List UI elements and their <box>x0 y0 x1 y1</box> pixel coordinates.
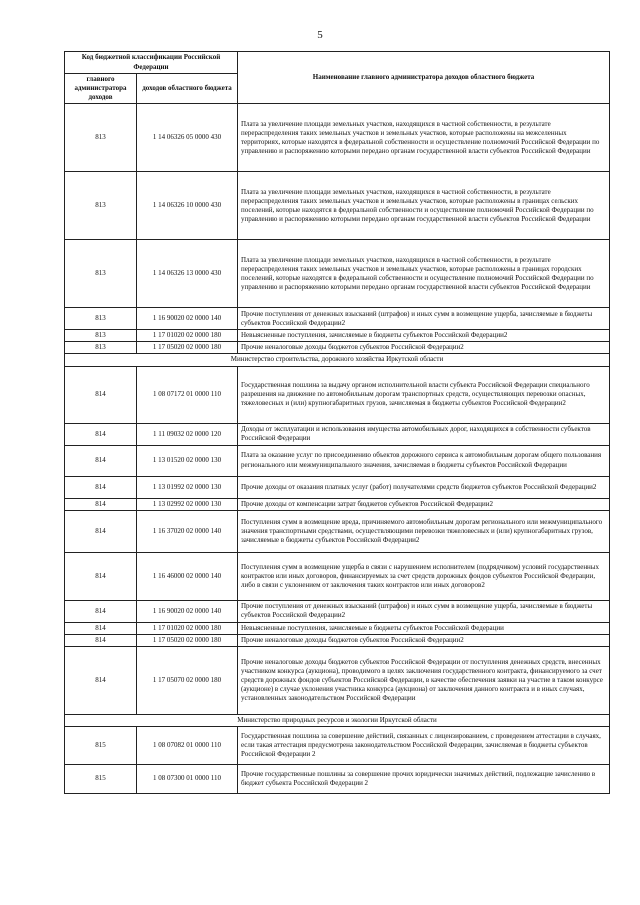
page-number: 5 <box>317 29 323 41</box>
revenue-name-cell: Прочие неналоговые доходы бюджетов субъектов Российской Федерации от поступления денежных средств, внесенных участником конкурса (аукциона), проводимого в целях заключения государственного контракта, финансируемого за счет средств дорожных фондов субъектов Российской Федерации, в качестве обеспечения заявки на участие в таком конкурсе (аукционе) в случае уклонения участника конкурса (аукциона) от заключения данного контракта и в иных случаях, установленных законодательством Российской Федерации <box>238 646 610 714</box>
budget-code-cell: 1 08 07172 01 0000 110 <box>137 366 238 423</box>
admin-code-cell: 814 <box>65 552 137 600</box>
budget-code-cell: 1 14 06326 10 0000 430 <box>137 172 238 240</box>
revenue-name-cell: Плата за увеличение площади земельных участков, находящихся в частной собственности, в результате перераспределения таких земельных участков и земельных участков, которые расположены в границах сельских поселений, которые находятся в федеральной собственности и осуществление полномочий Российской Федерации по управлению и распоряжению которыми передано органам государственной власти субъектов Российской Федерации <box>238 172 610 240</box>
revenue-name-cell: Прочие неналоговые доходы бюджетов субъектов Российской Федерации2 <box>238 634 610 646</box>
revenue-name-cell: Плата за увеличение площади земельных участков, находящихся в частной собственности, в результате перераспределения таких земельных участков и земельных участков, которые расположены в границах городских поселений, которые находятся в федеральной собственности и осуществление полномочий Российской Федерации по управлению и распоряжению которыми передано органам государственной власти субъектов Российской Федерации <box>238 240 610 308</box>
table-row <box>65 366 610 423</box>
admin-code-cell: 814 <box>65 423 137 445</box>
revenue-name-cell: Доходы от эксплуатации и использования имущества автомобильных дорог, находящихся в собственности субъектов Российской Федерации <box>238 423 610 445</box>
revenue-name-cell: Плата за оказание услуг по присоединению объектов дорожного сервиса к автомобильным дорогам общего пользования регионального или межмуниципального значения, зачисляемая в бюджеты субъектов Российской Федерации <box>238 445 610 476</box>
revenue-name-cell: Прочие государственные пошлины за совершение прочих юридически значимых действий, подлежащие зачислению в бюджет субъекта Российской Федерации 2 <box>238 764 610 793</box>
table-row <box>65 476 610 498</box>
header-row-group <box>65 52 610 74</box>
admin-code-cell: 813 <box>65 240 137 308</box>
admin-code-cell: 813 <box>65 342 137 354</box>
budget-code-cell: 1 13 01992 02 0000 130 <box>137 476 238 498</box>
table-row <box>65 634 610 646</box>
table-row <box>65 342 610 354</box>
revenue-name-cell: Плата за увеличение площади земельных участков, находящихся в частной собственности, в результате перераспределения таких земельных участков и земельных участков, которые расположены на межселенных территориях, которые находятся в федеральной собственности и осуществление полномочий Российской Федерации по управлению и распоряжению которыми передано органам государственной власти субъектов Российской Федерации <box>238 104 610 172</box>
table-body <box>65 104 610 794</box>
admin-code-cell: 814 <box>65 498 137 510</box>
revenue-name-cell: Государственная пошлина за выдачу органом исполнительной власти субъекта Российской Федерации специального разрешения на движение по автомобильным дорогам транспортных средств, осуществляющих перевозки опасных, тяжеловесных и (или) крупногабаритных грузов, зачисляемая в бюджеты субъектов Российской Федерации2 <box>238 366 610 423</box>
revenue-name-cell: Прочие поступления от денежных взысканий (штрафов) и иных сумм в возмещение ущерба, зачисляемые в бюджеты субъектов Российской Федерации2 <box>238 308 610 330</box>
table-row <box>65 622 610 634</box>
budget-code-cell: 1 17 05020 02 0000 180 <box>137 634 238 646</box>
table-row <box>65 510 610 552</box>
table-row <box>65 646 610 714</box>
section-title: Министерство природных ресурсов и экологии Иркутской области <box>65 714 610 726</box>
table-row <box>65 600 610 622</box>
header-code-cell: доходов областного бюджета <box>137 74 238 104</box>
table-row <box>65 308 610 330</box>
budget-revenue-table <box>64 51 610 794</box>
table-row <box>65 330 610 342</box>
revenue-name-cell: Невыясненные поступления, зачисляемые в бюджеты субъектов Российской Федерации2 <box>238 330 610 342</box>
admin-code-cell: 814 <box>65 476 137 498</box>
header-name-cell: Наименование главного администратора доходов областного бюджета <box>238 52 610 104</box>
table-row <box>65 172 610 240</box>
budget-code-cell: 1 11 09032 02 0000 120 <box>137 423 238 445</box>
admin-code-cell: 814 <box>65 622 137 634</box>
table-row <box>65 445 610 476</box>
revenue-name-cell: Невыясненные поступления, зачисляемые в бюджеты субъектов Российской Федерации <box>238 622 610 634</box>
revenue-name-cell: Поступления сумм в возмещение ущерба в связи с нарушением исполнителем (подрядчиком) условий государственных контрактов или иных договоров, финансируемых за счет средств дорожных фондов субъектов Российской Федерации, либо в связи с уклонением от заключения таких контрактов или иных договоров2 <box>238 552 610 600</box>
admin-code-cell: 814 <box>65 646 137 714</box>
budget-code-cell: 1 17 05020 02 0000 180 <box>137 342 238 354</box>
revenue-name-cell: Прочие доходы от компенсации затрат бюджетов субъектов Российской Федерации2 <box>238 498 610 510</box>
admin-code-cell: 814 <box>65 634 137 646</box>
admin-code-cell: 815 <box>65 726 137 764</box>
revenue-name-cell: Прочие доходы от оказания платных услуг (работ) получателями средств бюджетов субъектов Российской Федерации2 <box>238 476 610 498</box>
admin-code-cell: 814 <box>65 445 137 476</box>
budget-code-cell: 1 13 01520 02 0000 130 <box>137 445 238 476</box>
budget-code-cell: 1 16 90020 02 0000 140 <box>137 600 238 622</box>
budget-code-cell: 1 08 07300 01 0000 110 <box>137 764 238 793</box>
revenue-name-cell: Прочие поступления от денежных взысканий (штрафов) и иных сумм в возмещение ущерба, зачисляемые в бюджеты субъектов Российской Федерации2 <box>238 600 610 622</box>
budget-code-cell: 1 16 90020 02 0000 140 <box>137 308 238 330</box>
admin-code-cell: 814 <box>65 366 137 423</box>
budget-code-cell: 1 08 07082 01 0000 110 <box>137 726 238 764</box>
revenue-name-cell: Прочие неналоговые доходы бюджетов субъектов Российской Федерации2 <box>238 342 610 354</box>
budget-code-cell: 1 17 01020 02 0000 180 <box>137 622 238 634</box>
budget-code-cell: 1 13 02992 02 0000 130 <box>137 498 238 510</box>
section-row <box>65 354 610 366</box>
admin-code-cell: 814 <box>65 600 137 622</box>
table-row <box>65 423 610 445</box>
admin-code-cell: 814 <box>65 510 137 552</box>
budget-code-cell: 1 14 06326 05 0000 430 <box>137 104 238 172</box>
table-row <box>65 104 610 172</box>
revenue-name-cell: Государственная пошлина за совершение действий, связанных с лицензированием, с проведением аттестации в случаях, если такая аттестация предусмотрена законодательством Российской Федерации, зачисляемая в бюджеты субъектов Российской Федерации 2 <box>238 726 610 764</box>
table-row <box>65 764 610 793</box>
revenue-name-cell: Поступления сумм в возмещение вреда, причиняемого автомобильным дорогам регионального или межмуниципального значения транспортными средствами, осуществляющими перевозки тяжеловесных и (или) крупногабаритных грузов, зачисляемые в бюджеты субъектов Российской Федерации2 <box>238 510 610 552</box>
table-row <box>65 726 610 764</box>
budget-code-cell: 1 17 05070 02 0000 180 <box>137 646 238 714</box>
header-admin-cell: главного администратора доходов <box>65 74 137 104</box>
table-row <box>65 498 610 510</box>
budget-code-cell: 1 14 06326 13 0000 430 <box>137 240 238 308</box>
admin-code-cell: 813 <box>65 308 137 330</box>
admin-code-cell: 813 <box>65 172 137 240</box>
table-row <box>65 552 610 600</box>
header-group-cell: Код бюджетной классификации Российской Федерации <box>65 52 238 74</box>
budget-code-cell: 1 16 37020 02 0000 140 <box>137 510 238 552</box>
admin-code-cell: 813 <box>65 330 137 342</box>
section-title: Министерство строительства, дорожного хозяйства Иркутской области <box>65 354 610 366</box>
budget-code-cell: 1 16 46000 02 0000 140 <box>137 552 238 600</box>
table-row <box>65 240 610 308</box>
admin-code-cell: 815 <box>65 764 137 793</box>
admin-code-cell: 813 <box>65 104 137 172</box>
budget-code-cell: 1 17 01020 02 0000 180 <box>137 330 238 342</box>
section-row <box>65 714 610 726</box>
